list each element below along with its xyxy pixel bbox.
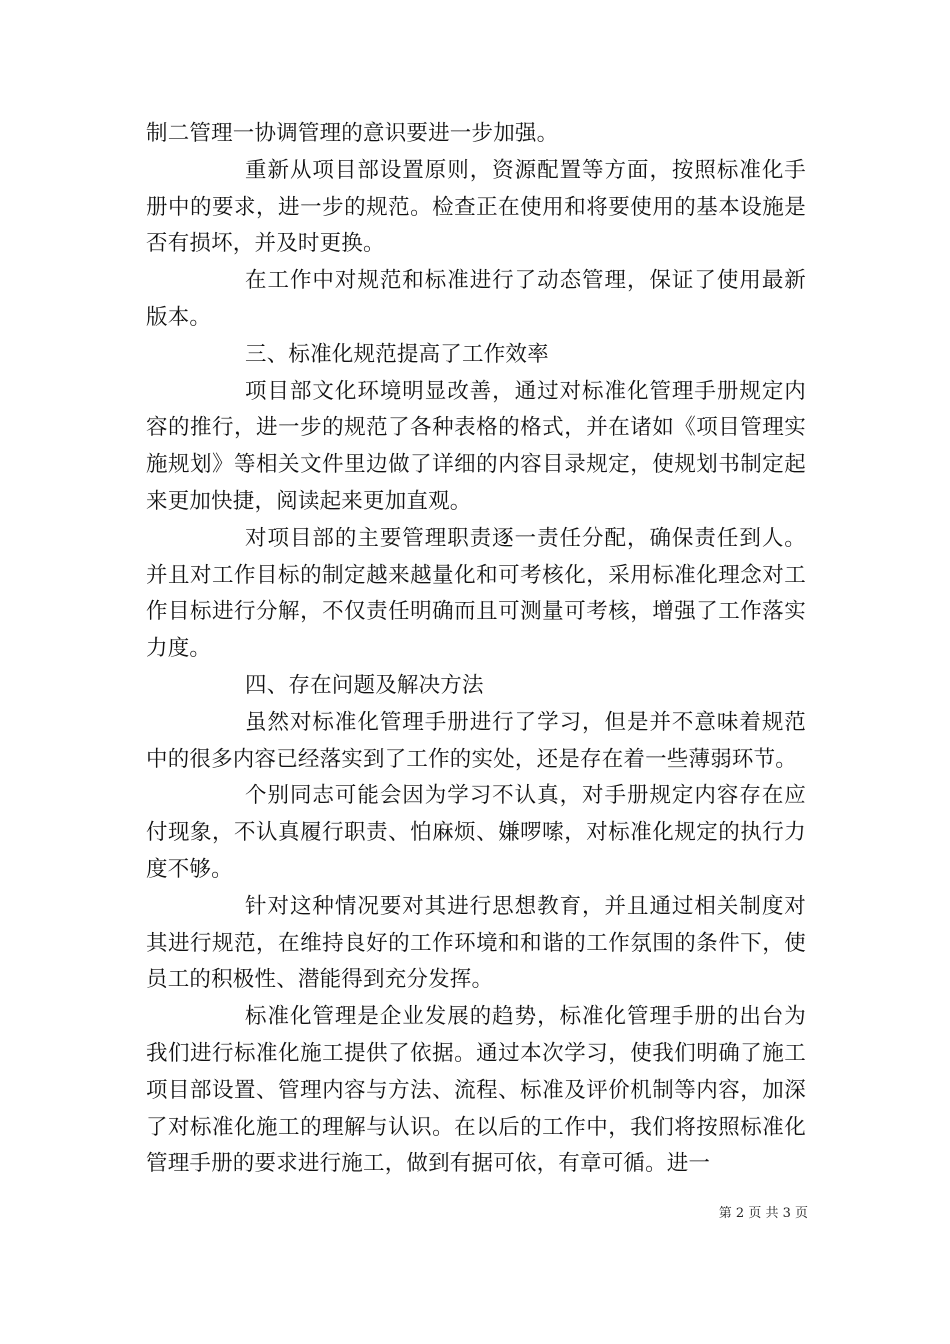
- page-number-footer: 第 2 页 共 3 页: [718, 1206, 808, 1221]
- paragraph-weak-links: 虽然对标准化管理手册进行了学习，但是并不意味着规范中的很多内容已经落实到了工作的实处，还是存在着一些薄弱环节。: [146, 709, 806, 772]
- section-heading-problems: 四、存在问题及解决方法: [245, 672, 484, 698]
- paragraph-conclusion: 标准化管理是企业发展的趋势，标准化管理手册的出台为我们进行标准化施工提供了依据。通过本次学习，使我们明确了施工项目部设置、管理内容与方法、流程、标准及评价机制等内容，加深了对标准化施工的理解与认识。在以后的工作中，我们将按照标准化管理手册的要求进行施工，做到有据可依，有章可循。进一: [146, 1004, 806, 1177]
- paragraph-culture-environment: 项目部文化环境明显改善，通过对标准化管理手册规定内容的推行，进一步的规范了各种表格的格式，并在诸如《项目管理实施规划》等相关文件里边做了详细的内容目录规定，使规划书制定起来更加快捷，阅读起来更加直观。: [146, 378, 806, 514]
- paragraph-education: 针对这种情况要对其进行思想教育，并且通过相关制度对其进行规范，在维持良好的工作环境和和谐的工作氛围的条件下，使员工的积极性、潜能得到充分发挥。: [146, 893, 806, 993]
- paragraph-responsibility: 对项目部的主要管理职责逐一责任分配，确保责任到人。并且对工作目标的制定越来越量化和可考核化，采用标准化理念对工作目标进行分解，不仅责任明确而且可测量可考核，增强了工作落实力度。: [146, 525, 806, 662]
- paragraph-resource-config: 重新从项目部设置原则，资源配置等方面，按照标准化手册中的要求，进一步的规范。检查正在使用和将要使用的基本设施是否有损坏，并及时更换。: [146, 157, 806, 257]
- section-heading-efficiency: 三、标准化规范提高了工作效率: [245, 341, 549, 367]
- paragraph-individual-issues: 个别同志可能会因为学习不认真，对手册规定内容存在应付现象，不认真履行职责、怕麻烦、嫌啰嗦，对标准化规定的执行力度不够。: [146, 783, 806, 882]
- document-body: [146, 116, 806, 1183]
- paragraph-continuation: 制二管理一协调管理的意识要进一步加强。: [146, 121, 559, 146]
- paragraph-dynamic-management: 在工作中对规范和标准进行了动态管理，保证了使用最新版本。: [146, 268, 806, 330]
